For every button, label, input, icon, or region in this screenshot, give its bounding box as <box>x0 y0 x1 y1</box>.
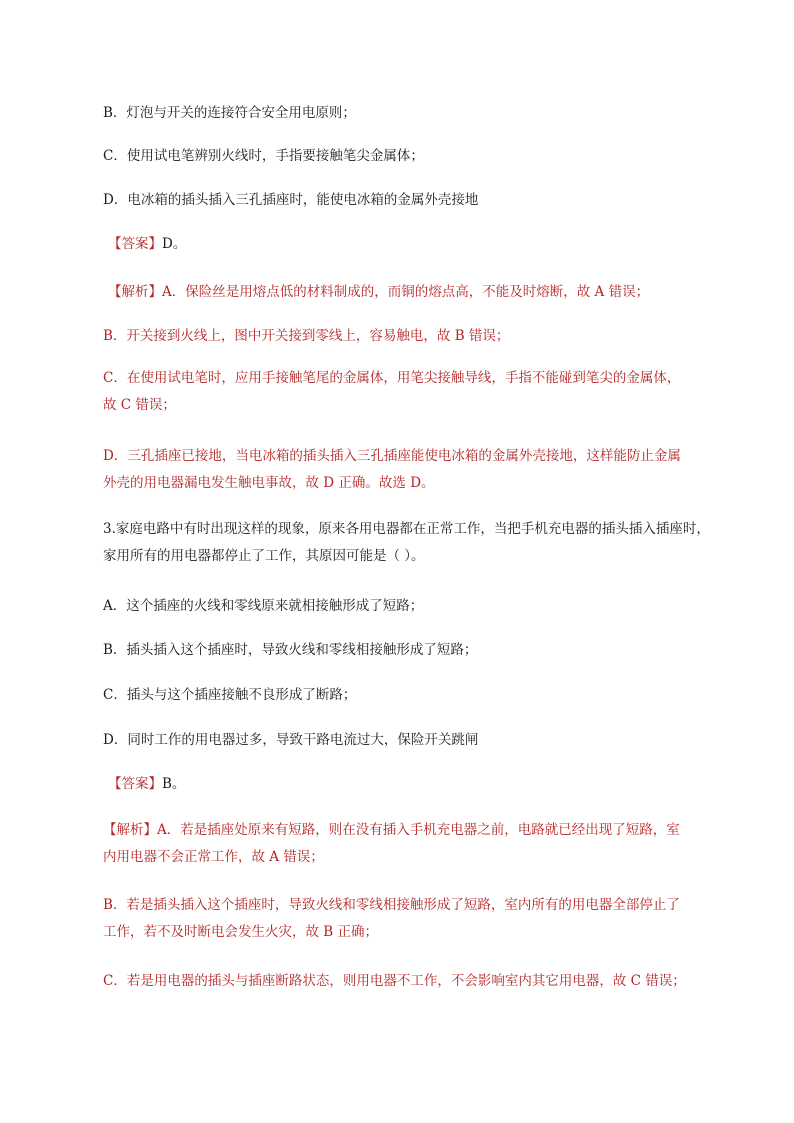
analysis-label: 【解析】 <box>103 822 157 838</box>
answer-label: 【答案】 <box>108 776 162 792</box>
analysis-text: A．保险丝是用熔点低的材料制成的，而铜的熔点高，不能及时熔断，故 A 错误； <box>162 284 650 300</box>
q2-analysis-d: D．三孔插座已接地，当电冰箱的插头插入三孔插座能使电冰箱的金属外壳接地，这样能防止金属外壳的用电器漏电发生触电事故，故 D 正确。故选 D。 <box>103 448 681 491</box>
q2-option-c: C．使用试电笔辨别火线时，手指要接触笔尖金属体； <box>103 148 424 164</box>
q2-analysis-c: C．在使用试电笔时，应用手接触笔尾的金属体，用笔尖接触导线，手指不能碰到笔尖的金属体，故 C 错误； <box>103 370 681 413</box>
q3-analysis-c: C．若是用电器的插头与插座断路状态，则用电器不工作，不会影响室内其它用电器，故 C 错误； <box>103 973 686 989</box>
q2-option-b: B．灯泡与开关的连接符合安全用电原则； <box>103 105 356 121</box>
analysis-text: A．若是插座处原来有短路，则在没有插入手机充电器之前，电路就已经出现了短路，室内用电器不会正常工作，故 A 错误； <box>103 822 680 865</box>
answer-label: 【答案】 <box>108 236 162 252</box>
q3-analysis-b: B．若是插头插入这个插座时，导致火线和零线相接触形成了短路，室内所有的用电器全部停止了工作，若不及时断电会发生火灾，故 B 正确； <box>103 897 680 940</box>
q2-option-d: D．电冰箱的插头插入三孔插座时，能使电冰箱的金属外壳接地 <box>103 192 479 208</box>
answer-value: B。 <box>162 776 186 792</box>
q3-stem: 3.家庭电路中有时出现这样的现象，原来各用电器都在正常工作，当把手机充电器的插头插入插座时，家用所有的用电器都停止了工作，其原因可能是（ ）。 <box>103 521 710 564</box>
q3-option-b: B．插头插入这个插座时，导致火线和零线相接触形成了短路； <box>103 642 478 658</box>
q3-option-c: C．插头与这个插座接触不良形成了断路； <box>103 687 357 703</box>
q3-option-a: A．这个插座的火线和零线原来就相接触形成了短路； <box>103 598 424 614</box>
q2-answer <box>108 234 708 254</box>
q2-analysis-a <box>108 282 708 302</box>
q3-option-d: D．同时工作的用电器过多，导致干路电流过大，保险开关跳闸 <box>103 732 479 748</box>
answer-value: D。 <box>162 236 187 252</box>
q3-answer <box>108 774 708 794</box>
q3-analysis-a <box>103 817 693 871</box>
q2-analysis-b: B．开关接到火线上，图中开关接到零线上，容易触电，故 B 错误； <box>103 328 510 344</box>
analysis-label: 【解析】 <box>108 284 162 300</box>
